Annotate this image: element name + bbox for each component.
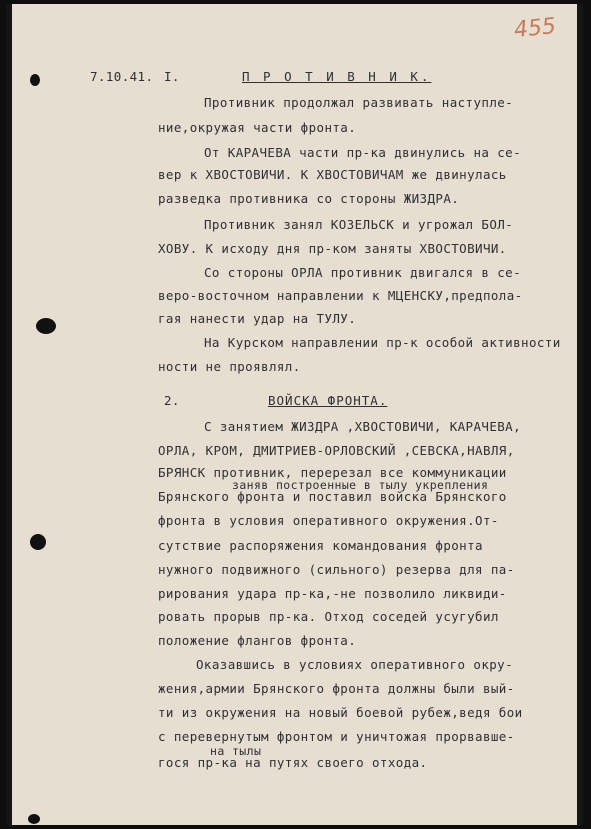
text-line: жения,армии Брянского фронта должны были вый- [158, 681, 515, 696]
text-line: ности не проявлял. [158, 359, 301, 374]
text-line: ние,окружая части фронта. [158, 120, 357, 135]
header-date: 7.10.41. [90, 69, 154, 84]
text-line: Со стороны ОРЛА противник двигался в се- [204, 265, 522, 280]
text-line: От КАРАЧЕВА части пр-ка двинулись на се- [204, 145, 522, 160]
text-line: На Курском направлении пр-к особой активности [204, 335, 561, 350]
punch-hole [30, 534, 46, 550]
text-line: фронта в условия оперативного окружения.От- [158, 513, 499, 528]
section-number: I. [164, 69, 180, 84]
text-line: гая нанести удар на ТУЛУ. [158, 311, 357, 326]
document-page [6, 4, 583, 825]
text-line: ОРЛА, КРОМ, ДМИТРИЕВ-ОРЛОВСКИЙ ,СЕВСКА,НАВЛЯ, [158, 443, 515, 458]
text-line: Противник занял КОЗЕЛЬСК и угрожал БОЛ- [204, 217, 514, 232]
text-line: нужного подвижного (сильного) резерва для па- [158, 562, 515, 577]
text-line: разведка противника со стороны ЖИЗДРА. [158, 191, 460, 206]
text-line: вер к ХВОСТОВИЧИ. К ХВОСТОВИЧАМ же двинулась [158, 167, 507, 182]
text-line: Оказавшись в условиях оперативного окру- [196, 657, 514, 672]
text-line: ти из окружения на новый боевой рубеж,ведя бои [158, 705, 523, 720]
text-line: рирования удара пр-ка,-не позволило ликвиди- [158, 586, 507, 601]
text-line: ровать прорыв пр-ка. Отход соседей усугубил [158, 609, 499, 624]
text-line: с перевернутым фронтом и уничтожая прорвавше- [158, 729, 515, 744]
text-line: гося пр-ка на путях своего отхода. [158, 755, 428, 770]
text-line: Противник продолжал развивать наступле- [204, 95, 514, 110]
punch-hole [36, 318, 56, 334]
left-edge-shadow [6, 4, 12, 825]
text-line: С занятием ЖИЗДРА ,ХВОСТОВИЧИ, КАРАЧЕВА, [204, 419, 522, 434]
text-line: Брянского фронта и поставил войска Брянского [158, 489, 507, 504]
section-title: ВОЙСКА ФРОНТА. [268, 393, 388, 408]
section-number: 2. [164, 393, 180, 408]
text-line: веро-восточном направлении к МЦЕНСКУ,предпола- [158, 288, 523, 303]
section-title: П Р О Т И В Н И К. [242, 69, 432, 84]
right-edge-shadow [577, 4, 583, 825]
text-line: ХОВУ. К исходу дня пр-ком заняты ХВОСТОВИЧИ. [158, 241, 507, 256]
punch-hole [30, 74, 40, 86]
text-line: БРЯНСК противник, перерезал все коммуникации [158, 465, 507, 480]
punch-hole [28, 814, 40, 824]
text-line: на тылы [210, 744, 262, 758]
text-line: положение флангов фронта. [158, 633, 357, 648]
archive-page-number: 455 [512, 13, 558, 44]
text-line: заняв построенные в тылу укрепления [232, 478, 489, 492]
text-line: сутствие распоряжения командования фронта [158, 538, 483, 553]
